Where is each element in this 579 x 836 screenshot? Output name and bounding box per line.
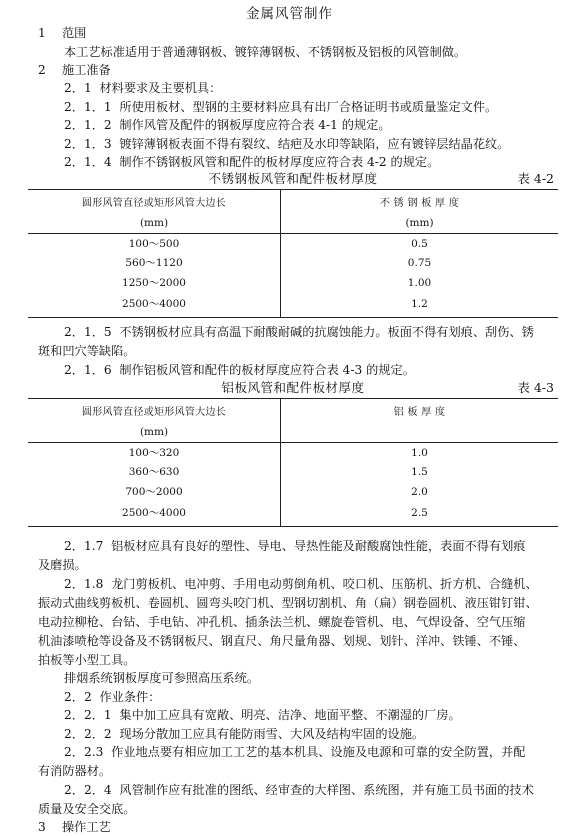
table-header-unit xyxy=(281,423,559,443)
clause-number: 2．1．6 xyxy=(64,363,112,377)
clause-2-1-8-line5: 拍板等小型工具。 xyxy=(38,653,136,667)
clause-2-1 xyxy=(0,82,579,94)
clause-number: 2．1．3 xyxy=(64,137,112,151)
clause-number: 2．1.7 xyxy=(64,539,104,553)
table-cell-size: 100～320 xyxy=(28,443,281,463)
section-title: 操作工艺 xyxy=(62,820,111,834)
table-row xyxy=(28,482,558,502)
smoke-system-note: 排烟系统钢板厚度可参照高压系统。 xyxy=(64,671,259,685)
table-cell-thickness: 1.5 xyxy=(411,466,428,478)
clause-number: 2．1.8 xyxy=(64,577,104,591)
clause-number: 2．2．2 xyxy=(64,727,112,741)
clause-text: 制作不锈钢板风管和配件的板材厚度应符合表 4-2 的规定。 xyxy=(119,155,440,169)
table-4-3 xyxy=(28,398,558,527)
table-4-2 xyxy=(28,189,558,318)
clause-text: 材料要求及主要机具： xyxy=(99,81,222,95)
table-cell-thickness: 1.2 xyxy=(281,293,559,318)
clause-text: 集中加工应具有宽敞、明亮、洁净、地面平整、不潮湿的厂房。 xyxy=(119,708,461,722)
table-cell-thickness: 1.0 xyxy=(411,446,428,459)
table-header-thickness: 铝 板 厚 度 xyxy=(281,399,559,423)
clause-2-1-3 xyxy=(0,138,579,150)
clause-text: 作业条件： xyxy=(99,690,161,704)
table-number: 表 4-3 xyxy=(517,380,554,395)
clause-number: 2．2.3 xyxy=(64,745,104,759)
table-number: 表 4-2 xyxy=(517,171,554,186)
clause-2-2 xyxy=(0,691,579,703)
table-cell-thickness: 2.5 xyxy=(281,502,559,527)
table-header-unit: (mm) xyxy=(28,214,281,234)
section-number: 1 xyxy=(38,26,46,40)
table-row xyxy=(28,293,558,318)
table-header-size: 圆形风管直径或矩形风管大边长 xyxy=(28,190,281,214)
clause-2-1-8 xyxy=(0,578,579,590)
clause-2-1-8-line4: 机油漆喷枪等设备及不锈钢板尺、钢直尺、角尺量角器、划规、划针、洋冲、铁锤、不锤、 xyxy=(38,634,526,648)
table-caption-text: 铝板风管和配件板材厚度 xyxy=(221,380,365,395)
clause-number: 2．1．2 xyxy=(64,118,112,132)
clause-2-2-4-cont: 质量及安全交底。 xyxy=(38,802,136,816)
page-title: 金属风管制作 xyxy=(246,6,333,22)
section-title: 范围 xyxy=(62,26,87,40)
clause-text: 不锈钢板材应具有高温下耐酸耐碱的抗腐蚀能力。板面不得有划痕、刮伤、锈 xyxy=(119,325,534,339)
scope-paragraph: 本工艺标准适用于普通薄钢板、镀锌薄钢板、不锈钢板及铝板的风管制做。 xyxy=(64,45,467,59)
clause-2-2-3 xyxy=(0,746,579,758)
table-cell-size: 2500～4000 xyxy=(28,293,281,318)
clause-2-1-5 xyxy=(0,326,579,338)
section-3-heading xyxy=(0,821,579,833)
clause-text: 作业地点要有相应加工工艺的基本机具、设施及电源和可靠的安全防置，并配 xyxy=(111,745,526,759)
table-header-unit: (mm) xyxy=(281,214,559,234)
table-caption-text: 不锈钢板风管和配件板材厚度 xyxy=(208,171,378,186)
clause-2-1-8-line2: 振动式曲线剪板机、卷圆机、圆弯头咬门机、型钢切割机、角（扁）钢卷圆机、液压钳钉钳、 xyxy=(38,596,538,610)
clause-2-1-7-cont: 及磨损。 xyxy=(38,558,87,572)
clause-text: 铝板材应具有良好的塑性、导电、导热性能及耐酸腐蚀性能，表面不得有划痕 xyxy=(111,539,526,553)
clause-2-2-3-cont: 有消防器材。 xyxy=(38,764,112,778)
table-row xyxy=(28,443,558,463)
clause-2-1-8-line3: 电动拉柳枪、台钻、手电钻、冲孔机、插条法兰机、螺旋卷管机、电、气焊设备、空气压缩 xyxy=(38,615,526,629)
table-row xyxy=(28,463,558,483)
table-row xyxy=(28,502,558,527)
section-number: 3 xyxy=(38,820,46,834)
clause-text: 镀锌薄钢板表面不得有裂纹、结疤及水印等缺陷，应有镀锌层结晶花纹。 xyxy=(119,137,510,151)
clause-2-1-6 xyxy=(0,364,579,376)
clause-text: 龙门剪板机、电冲剪、手用电动剪倒角机、咬口机、压筋机、折方机、合缝机、 xyxy=(111,577,538,591)
clause-2-1-7 xyxy=(0,540,579,552)
clause-number: 2．1．5 xyxy=(64,325,112,339)
clause-2-2-2 xyxy=(0,728,579,740)
table-row xyxy=(28,254,558,274)
clause-number: 2．1 xyxy=(64,81,92,95)
table-cell-thickness: 0.75 xyxy=(407,257,432,269)
section-1-heading xyxy=(0,27,579,39)
table-header-size: 圆形风管直径或矩形风管大边长 xyxy=(28,399,281,423)
clause-text: 现场分散加工应具有能防雨雪、大风及结构牢固的设施。 xyxy=(119,727,425,741)
clause-text: 风管制作应有批准的图纸、经审查的大样图、系统图，并有施工员书面的技术 xyxy=(119,783,534,797)
table-row xyxy=(28,273,558,293)
clause-number: 2．1．1 xyxy=(64,100,112,114)
clause-2-1-2 xyxy=(0,119,579,131)
section-number: 2 xyxy=(38,63,46,77)
section-title: 施工准备 xyxy=(62,63,111,77)
table-header-unit: (mm) xyxy=(28,423,281,443)
clause-number: 2．2．1 xyxy=(64,708,112,722)
section-2-heading xyxy=(0,64,579,76)
clause-number: 2．2．4 xyxy=(64,783,112,797)
table-cell-size: 700～2000 xyxy=(28,482,281,502)
table-header-thickness: 不 锈 钢 板 厚 度 xyxy=(281,190,559,214)
table-cell-thickness: 2.0 xyxy=(411,485,428,498)
clause-text: 所使用板材、型钢的主要材料应具有出厂合格证明书或质量鉴定文件。 xyxy=(119,100,498,114)
table-cell-size: 2500～4000 xyxy=(28,502,281,527)
clause-2-1-5-cont: 斑和凹穴等缺陷。 xyxy=(38,344,136,358)
clause-2-1-4 xyxy=(0,156,579,168)
table-cell-size: 1250～2000 xyxy=(28,273,281,293)
clause-text: 制作风管及配件的钢板厚度应符合表 4-1 的规定。 xyxy=(119,118,391,132)
table-cell-thickness: 0.5 xyxy=(411,237,428,250)
clause-2-2-1 xyxy=(0,709,579,721)
clause-number: 2．1．4 xyxy=(64,155,112,169)
table-row xyxy=(28,234,558,254)
table-cell-size: 360～630 xyxy=(28,463,281,483)
table-cell-size: 560～1120 xyxy=(28,254,281,274)
clause-2-1-1 xyxy=(0,101,579,113)
clause-number: 2．2 xyxy=(64,690,92,704)
clause-text: 制作铝板风管和配件的板材厚度应符合表 4-3 的规定。 xyxy=(119,363,415,377)
clause-2-2-4 xyxy=(0,784,579,796)
table-cell-size: 100～500 xyxy=(28,234,281,254)
table-cell-thickness: 1.00 xyxy=(407,276,432,289)
